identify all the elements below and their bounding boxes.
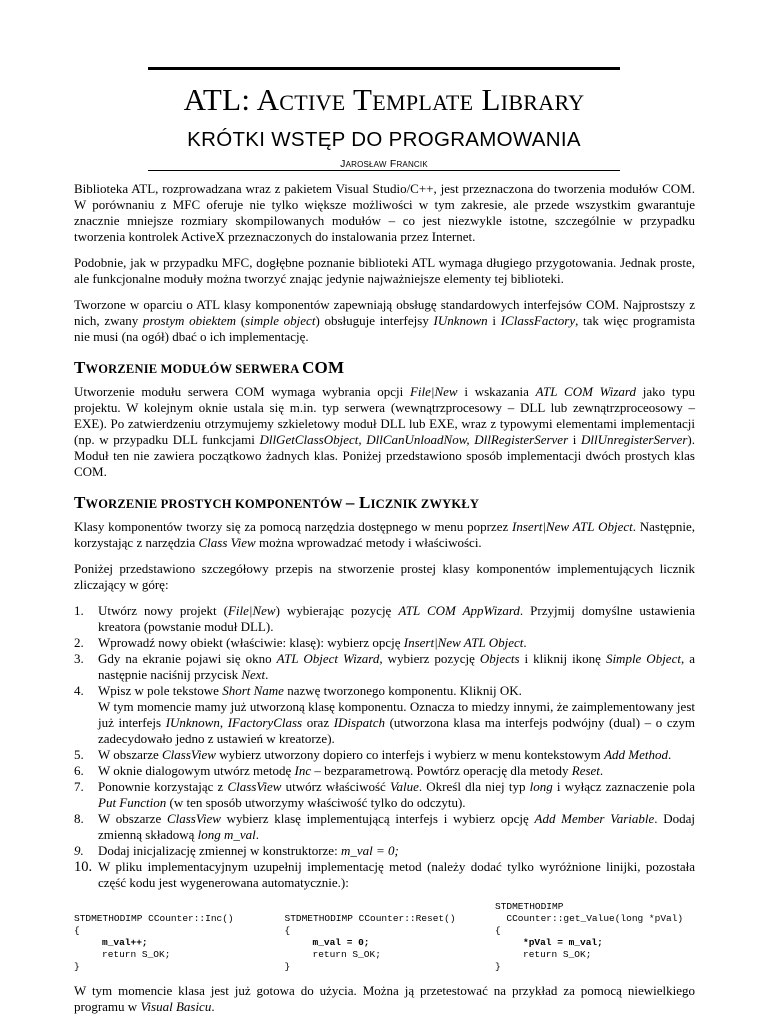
- section-heading-com-server: TWORZENIE MODUŁÓW SERWERA COM: [74, 358, 345, 377]
- list-item: 1. Utwórz nowy projekt (File|New) wybierając pozycję ATL COM AppWizard. Przyjmij domyślne ustawienia kreatora (powstanie moduł DLL).: [74, 603, 696, 634]
- document-title: ATL: ACTIVE TEMPLATE LIBRARY: [183, 82, 585, 117]
- list-item: 7. Ponownie korzystając z ClassView utwórz właściwość Value. Określ dla niej typ long i wyłącz zaznaczenie pola Put Function (w ten sposób utworzymy właściwość tylko do odczytu).: [74, 779, 695, 810]
- list-item: 3. Gdy na ekranie pojawi się okno ATL Object Wizard, wybierz pozycję Objects i kliknij ikonę Simple Object, a następnie naciśnij przycisk Next.: [74, 651, 695, 682]
- author-name: JAROSŁAW FRANCIK: [340, 158, 428, 170]
- code-block-get-value: STDMETHODIMP CCounter::get_Value(long *pVal) { *pVal = m_val; return S_OK; }: [495, 901, 684, 972]
- intro-paragraph-1: Biblioteka ATL, rozprowadzana wraz z pakietem Visual Studio/C++, jest przeznaczona do tworzenia modułów COM. W porównaniu z MFC oferuje nie tylko większe możliwości w tym zakresie, ale przede wszystkim gwarantuje znacznie mniejsze rozmiary skompilowanych modułów – co jest niezwykle istotne, szczególnie w przypadku tworzenia kontrolek ActiveX przeznaczonych do instalowania przez Internet.: [74, 181, 695, 244]
- list-item: 8. W obszarze ClassView wybierz klasę implementującą interfejs i wybierz opcję Add Member Variable. Dodaj zmienną składową long m_val.: [74, 811, 696, 842]
- intro-paragraph-2: Podobnie, jak w przypadku MFC, dogłębne poznanie biblioteki ATL wymaga długiego przygotowania. Jednak proste, ale funkcjonalne moduły można tworzyć znając jedynie najważniejsze elementy tej biblioteki.: [74, 255, 695, 286]
- section-heading-simple-components: TWORZENIE PROSTYCH KOMPONENTÓW – LICZNIK ZWYKŁY: [74, 493, 480, 512]
- section2-paragraph-2: Poniżej przedstawiono szczegółowy przepis na stworzenie prostej klasy komponentów implementujących licznik zliczający w górę:: [74, 561, 695, 592]
- list-item: 5. W obszarze ClassView wybierz utworzony dopiero co interfejs i wybierz w menu kontekstowym Add Method.: [74, 747, 672, 762]
- list-item: 2. Wprowadź nowy obiekt (właściwie: klasę): wybierz opcję Insert|New ATL Object.: [74, 635, 527, 650]
- code-block-inc: STDMETHODIMP CCounter::Inc() { m_val++; return S_OK; }: [74, 913, 234, 972]
- code-block-reset: STDMETHODIMP CCounter::Reset() { m_val = 0; return S_OK; }: [284, 913, 456, 972]
- section2-paragraph-1: Klasy komponentów tworzy się za pomocą narzędzia dostępnego w menu poprzez Insert|New ATL Object. Następnie, korzystając z narzędzia Class View można wprowadzać metody i właściwości.: [74, 519, 696, 550]
- title-top-rule: [148, 67, 620, 70]
- code-samples: [74, 901, 695, 973]
- document-body: [74, 181, 695, 1025]
- document-subtitle: KRÓTKI WSTĘP DO PROGRAMOWANIA: [187, 128, 581, 151]
- list-item: 10. W pliku implementacyjnym uzupełnij implementację metod (należy dodać tylko wyróżnione linijki, pozostała część kodu jest wygenerowana automatycznie.):: [74, 859, 695, 890]
- list-item: 4. Wpisz w pole tekstowe Short Name nazwę tworzonego komponentu. Kliknij OK. W tym momencie mamy już utworzoną klasę komponentu. Oznacza to miedzy innymi, że zaimplementowany jest już interfejs IUnknown, IFactoryClass oraz IDispatch (utworzona klasa ma interfejs podwójny (dual) – o czym zadecydowało jedno z ustawień w kreatorze).: [74, 683, 696, 746]
- steps-list: [74, 603, 695, 891]
- list-item: 6. W oknie dialogowym utwórz metodę Inc – bezparametrową. Powtórz operację dla metody Reset.: [74, 763, 604, 778]
- intro-paragraph-3: Tworzone w oparciu o ATL klasy komponentów zapewniają obsługę standardowych interfejsów COM. Najprostszy z nich, zwany prostym obiektem (simple object) obsługuje interfejsy IUnknown i IClassFactory, tak więc programista nie musi (na ogół) dbać o ich implementację.: [74, 297, 695, 344]
- section1-paragraph: Utworzenie modułu serwera COM wymaga wybrania opcji File|New i wskazania ATL COM Wizard jako typu projektu. W kolejnym oknie ustala się m.in. typ serwera (wewnątrzprocesowy – DLL lub zewnątrzproceosowy – EXE). Po zatwierdzeniu otrzymujemy szkieletowy moduł DLL lub EXE, wraz z typowymi elementami implementacji (np. w przypadku DLL funkcjami DllGetClassObject, DllCanUnloadNow, DllRegisterServer i DllUnregisterServer). Moduł ten nie zawiera początkowo żadnych klas. Poniżej przedstawiono sposób implementacji dwóch prostych klas COM.: [74, 384, 695, 479]
- closing-paragraph: W tym momencie klasa jest już gotowa do użycia. Można ją przetestować na przykład za pomocą niewielkiego programu w Visual Basicu.: [74, 983, 695, 1014]
- list-item: 9. Dodaj inicjalizację zmiennej w konstruktorze: m_val = 0;: [74, 843, 399, 858]
- author-underline: [148, 170, 620, 171]
